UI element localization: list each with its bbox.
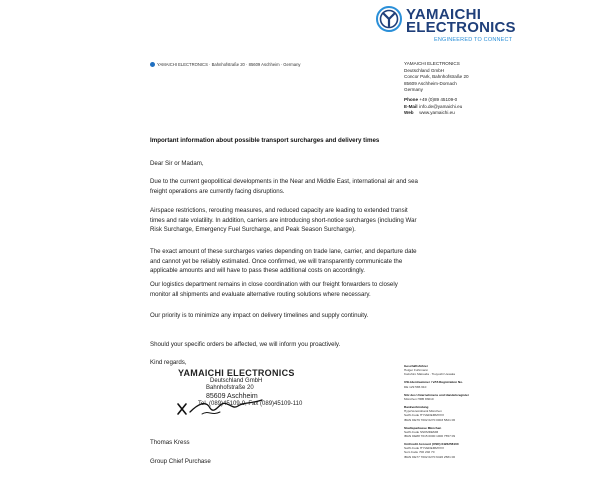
signer-name-text: Thomas Kress [150, 439, 190, 446]
company-logo [376, 6, 586, 46]
email-label: E-Mail [404, 103, 418, 109]
mini-logo-icon [150, 62, 155, 67]
footer-mgmt-heading: Geschäftsführer [404, 364, 428, 368]
company-address2: 85609 Aschheim-Dornach [404, 80, 457, 86]
stamp-line-1: YAMAICHI ELECTRONICS [178, 368, 295, 378]
logo-brand-line2: ELECTRONICS [406, 19, 516, 36]
paragraph-line: monitor all shipments and evaluate alternative routing solutions where necessary. [150, 290, 371, 298]
company-address1: Concor Park, Bahnhofstraße 20 [404, 74, 469, 80]
kind-regards-text: Kind regards, [150, 359, 187, 366]
phone-label: Phone [404, 96, 419, 102]
paragraph-line: The exact amount of these surcharges varies depending on trade lane, carrier, and departure date [150, 248, 417, 255]
footer-vat-heading: USt-Identnummer / VAT-Registration No. [404, 380, 464, 385]
company-entity: Deutschland GmbH [404, 67, 445, 73]
closing-text: Should your specific orders be affected, we will inform you proactively. [150, 341, 341, 348]
paragraph-2 [150, 206, 472, 235]
company-stamp [168, 366, 308, 416]
company-info-block [404, 61, 534, 117]
phone-value: +49 (0)89 45109-0 [419, 96, 458, 102]
paragraph-line: applicable amounts and will have to pass these additional costs on accordingly. [150, 267, 365, 274]
closing-sentence [150, 340, 472, 350]
paragraph-line: and cannot yet be reliably estimated. Once confirmed, we will transparently communicate the [150, 257, 403, 265]
footer-bank-iban: IBAN DE79 7002 0270 0003 5821 06 [404, 417, 456, 422]
paragraph-line: times and rate volatility. In addition, carriers are introducing short-notice surcharges (including War [150, 216, 417, 224]
footer-mgmt-line: Holger Fuhrmann [404, 368, 429, 373]
letter-subject: Important information about possible transport surcharges and delivery times [150, 137, 380, 144]
company-name: YAMAICHI ELECTRONICS [404, 61, 460, 66]
stamp-line-2: Deutschland GmbH [210, 378, 263, 384]
yamaichi-logo-icon [376, 6, 402, 32]
company-web-row [404, 110, 534, 117]
footer-bank-2 [404, 426, 524, 438]
stamp-line-3: Bahnhofstraße 20 [206, 385, 254, 391]
email-value[interactable]: info.de@yamaichi.eu [419, 103, 463, 109]
company-country: Germany [404, 87, 423, 93]
paragraph-3 [150, 247, 472, 276]
paragraph-4 [150, 280, 472, 299]
footer-mgmt-line: Kazuhiro Matsuda · Tsuyoshi Uesaka [404, 372, 456, 377]
web-label: Web [404, 110, 414, 116]
paragraph-line: Airspace restrictions, rerouting measures, and reduced capacity are leading to extended transit [150, 207, 408, 214]
footer-seat [404, 393, 524, 401]
paragraph-line: Our logistics department remains in close coordination with our freight forwarders to closely [150, 281, 398, 288]
footer-bank-sort: Sort-Code 700 202 70 [404, 450, 435, 455]
footer-bank-name: UniCredit Account (USD) 6426258100 [404, 442, 459, 447]
letter-salutation [150, 159, 472, 169]
paragraph-line: freight operations are currently facing disruptions. [150, 187, 285, 195]
footer-vat-value: DE 129 586 610 [404, 384, 427, 389]
footer-bank-swift: Swift-Code HYVEDEMMXXX [404, 446, 445, 451]
footer-bank-swift: Swift-Code HYVEDEMMXXX [404, 413, 445, 418]
footer-bank-name: Stadtsparkasse München [404, 425, 442, 430]
footer-bank-name: HypoVereinsbank München [404, 409, 442, 414]
footer-bank-1 [404, 405, 524, 421]
footer-vat [404, 380, 524, 388]
footer-bank-swift: Swift-Code SSKMDEMM [404, 429, 439, 434]
company-phone-row [404, 97, 534, 104]
stamp-line-4: 85609 Aschheim [206, 393, 258, 400]
paragraph-1 [150, 177, 472, 196]
web-value[interactable]: www.yamaichi.eu [419, 110, 455, 116]
sender-address-line [150, 62, 301, 67]
sender-address-text: YAMAICHI ELECTRONICS · Bahnhofstraße 20 · 85609 Aschheim · Germany [157, 62, 301, 67]
footer-management [404, 364, 524, 376]
footer-bank-iban: IBAN DE77 7002 0270 6426 2581 00 [404, 454, 456, 459]
paragraph-line: Our priority is to minimize any impact on delivery timelines and supply continuity. [150, 312, 369, 319]
paragraph-5 [150, 311, 472, 321]
footer-bank-iban: IBAN DE88 7015 0000 1000 7557 09 [404, 433, 456, 438]
handwritten-signature [172, 386, 272, 416]
logo-brand-line1: YAMAICHI [406, 6, 482, 23]
company-email-row [404, 104, 534, 111]
paragraph-line: Risk Surcharge, Emergency Fuel Surcharge, and Peak Season Surcharge). [150, 226, 356, 233]
stamp-line-5: Tel. (089)45109-0, Fax (089)45109-110 [198, 401, 303, 407]
signer-title-text: Group Chief Purchase [150, 458, 211, 465]
salutation-text: Dear Sir or Madam, [150, 160, 204, 167]
logo-tagline: ENGINEERED TO CONNECT [434, 37, 513, 43]
company-legal-footer [404, 364, 524, 463]
paragraph-line: Due to the current geopolitical developments in the Near and Middle East, international air and sea [150, 178, 418, 185]
footer-seat-heading: Sitz des Unternehmens und Handelsregister [404, 392, 469, 397]
footer-seat-value: München HRB 83010 [404, 396, 434, 401]
footer-bank-heading: Bankverbindung [404, 405, 429, 410]
footer-bank-3 [404, 442, 524, 458]
